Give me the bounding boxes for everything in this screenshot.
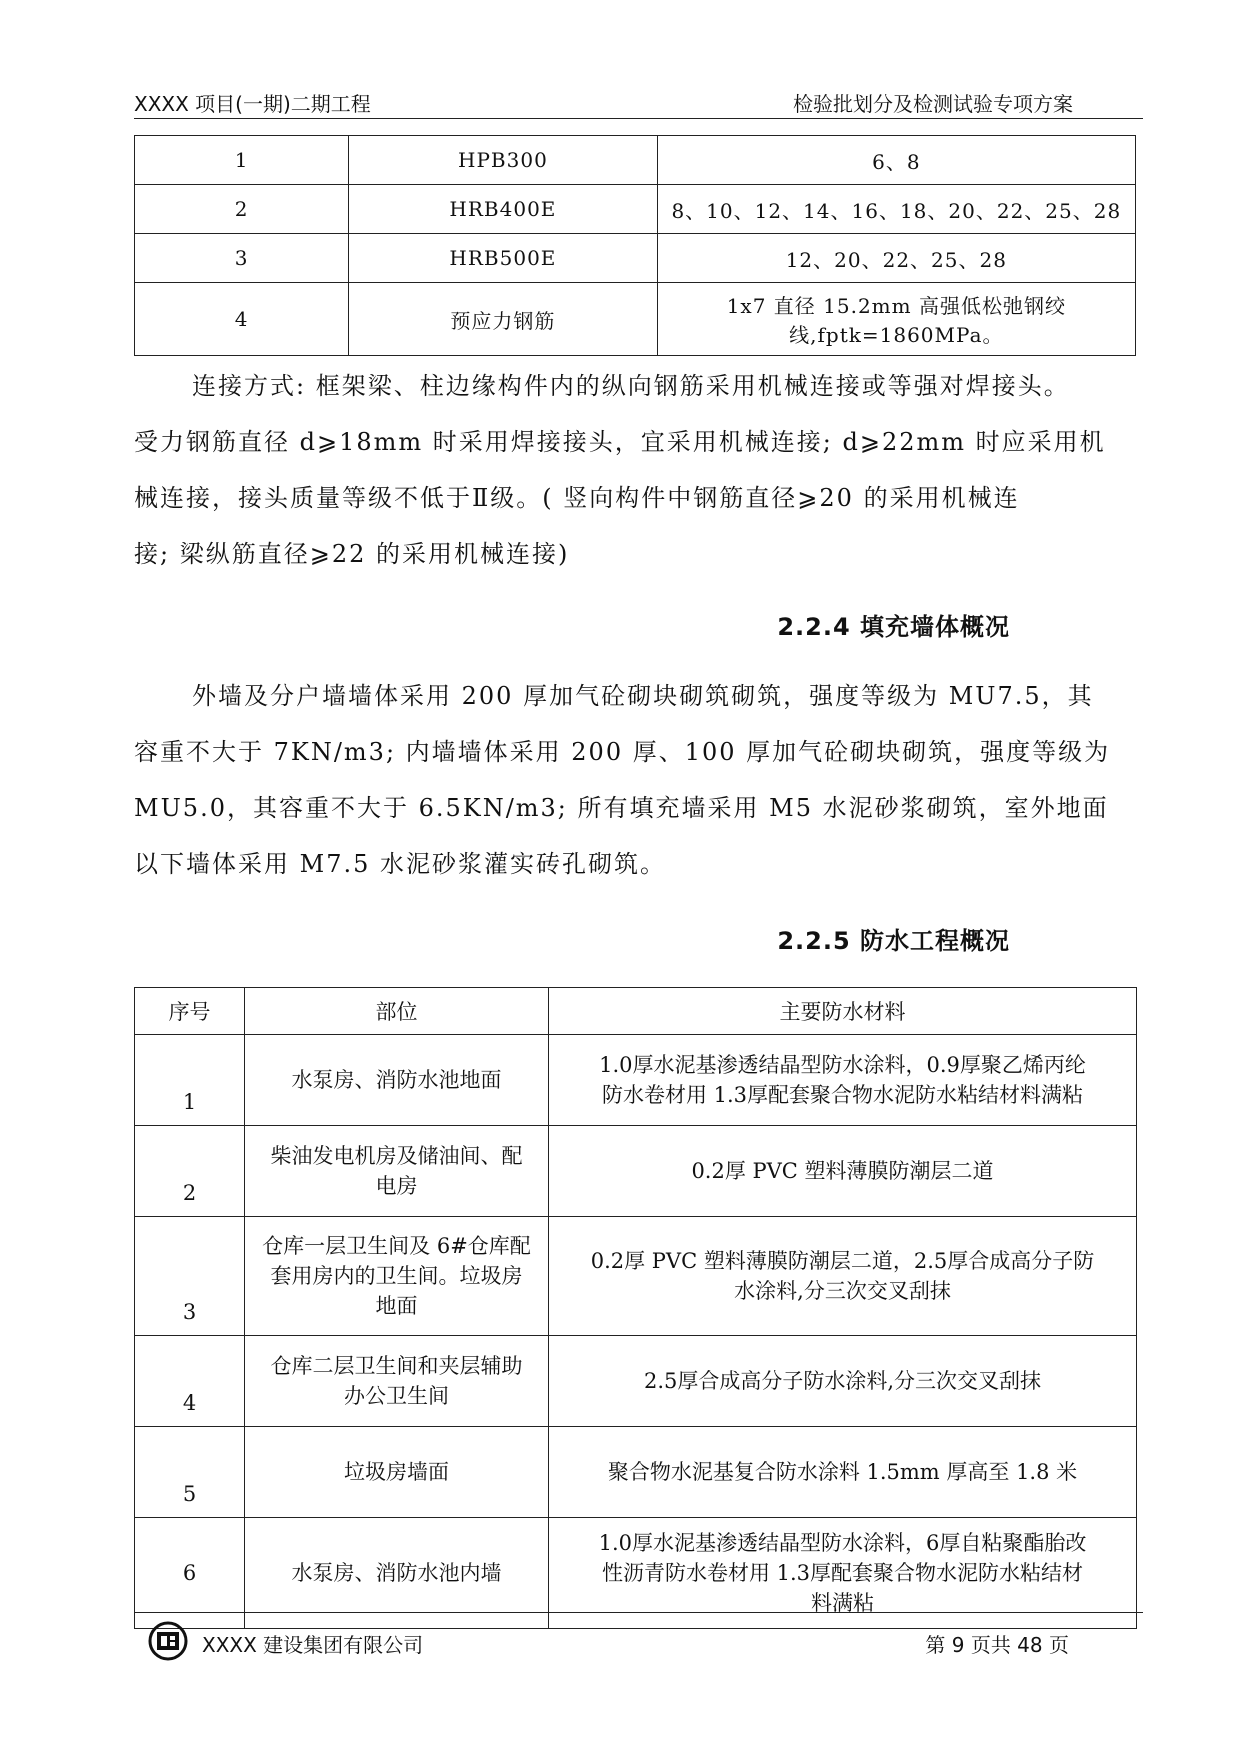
material-line: 水涂料,分三次交叉刮抹 — [734, 1279, 951, 1303]
table-row — [135, 1336, 1137, 1427]
material-line: 1.0厚水泥基渗透结晶型防水涂料，0.9厚聚乙烯丙纶 — [599, 1053, 1086, 1077]
header-project-title: XXXX 项目(一期)二期工程 — [134, 92, 371, 116]
company-logo-icon — [148, 1621, 188, 1661]
table-row — [135, 1126, 1137, 1217]
row-material — [549, 1217, 1137, 1336]
material-line: 防水卷材用 1.3厚配套聚合物水泥防水粘结材料满粘 — [601, 1083, 1084, 1107]
paragraph-line: 以下墙体采用 M7.5 水泥砂浆灌实砖孔砌筑。 — [134, 850, 666, 878]
table-row — [135, 136, 1136, 185]
table-header-row — [135, 988, 1137, 1035]
row-no: 2 — [135, 1126, 245, 1217]
part-line: 仓库一层卫生间及 6#仓库配 — [262, 1234, 531, 1258]
header-doc-title: 检验批划分及检测试验专项方案 — [793, 92, 1073, 116]
part-line: 仓库二层卫生间和夹层辅助 — [270, 1354, 523, 1378]
table-row — [135, 185, 1136, 234]
material-line: 1.0厚水泥基渗透结晶型防水涂料，6厚自粘聚酯胎改 — [598, 1531, 1087, 1555]
infill-wall-paragraph — [134, 668, 1136, 892]
paragraph-line: 连接方式: 框架梁、柱边缘构件内的纵向钢筋采用机械连接或等强对焊接头。 — [192, 372, 1070, 400]
row-part: 水泵房、消防水池地面 — [245, 1035, 549, 1126]
row-no: 3 — [135, 1217, 245, 1336]
rebar-grade: HPB300 — [349, 136, 658, 185]
rebar-diameters: 6、8 — [657, 136, 1135, 185]
table-row — [135, 234, 1136, 283]
row-part: 垃圾房墙面 — [245, 1427, 549, 1518]
row-part — [245, 1126, 549, 1217]
column-header-material: 主要防水材料 — [549, 988, 1137, 1035]
table-row — [135, 1035, 1137, 1126]
paragraph-line: 接; 梁纵筋直径⩾22 的采用机械连接) — [134, 540, 570, 568]
material-line: 0.2厚 PVC 塑料薄膜防潮层二道，2.5厚合成高分子防 — [590, 1249, 1095, 1273]
page-footer — [134, 1612, 1143, 1673]
paragraph-line: MU5.0，其容重不大于 6.5KN/m3; 所有填充墙采用 M5 水泥砂浆砌筑，室外地面 — [134, 794, 1109, 822]
footer-page-number: 第 9 页共 48 页 — [925, 1633, 1069, 1657]
row-material: 聚合物水泥基复合防水涂料 1.5mm 厚高至 1.8 米 — [549, 1427, 1137, 1518]
column-header-part: 部位 — [245, 988, 549, 1035]
paragraph-line: 受力钢筋直径 d⩾18mm 时采用焊接接头，宜采用机械连接; d⩾22mm 时应采用机 — [134, 428, 1106, 456]
rebar-no: 3 — [135, 234, 349, 283]
part-line: 套用房内的卫生间。垃圾房 — [270, 1264, 523, 1288]
row-part: 水泵房、消防水池内墙 — [245, 1518, 549, 1629]
rebar-no: 1 — [135, 136, 349, 185]
paragraph-line: 外墙及分户墙墙体采用 200 厚加气砼砌块砌筑砌筑，强度等级为 MU7.5，其 — [192, 682, 1094, 710]
section-heading-2-2-5: 2.2.5 防水工程概况 — [777, 927, 1010, 955]
row-no: 6 — [135, 1518, 245, 1629]
table-row — [135, 1427, 1137, 1518]
section-heading-2-2-4: 2.2.4 填充墙体概况 — [777, 613, 1010, 641]
material-line: 料满粘 — [811, 1591, 874, 1615]
rebar-diameters — [657, 283, 1135, 356]
material-line: 性沥青防水卷材用 1.3厚配套聚合物水泥防水粘结材 — [601, 1561, 1084, 1585]
paragraph-line: 械连接，接头质量等级不低于Ⅱ级。( 竖向构件中钢筋直径⩾20 的采用机械连 — [134, 484, 1020, 512]
waterproofing-table — [134, 987, 1137, 1629]
row-no: 1 — [135, 1035, 245, 1126]
rebar-diameters-line: 1x7 直径 15.2mm 高强低松弛钢绞 — [726, 294, 1066, 318]
part-line: 柴油发电机房及储油间、配 — [270, 1144, 523, 1168]
row-material: 2.5厚合成高分子防水涂料,分三次交叉刮抹 — [549, 1336, 1137, 1427]
page-header — [134, 84, 1143, 119]
rebar-table — [134, 135, 1136, 356]
row-part — [245, 1336, 549, 1427]
row-material — [549, 1035, 1137, 1126]
rebar-grade: HRB500E — [349, 234, 658, 283]
rebar-grade: 预应力钢筋 — [349, 283, 658, 356]
rebar-no: 4 — [135, 283, 349, 356]
table-row — [135, 1217, 1137, 1336]
part-line: 地面 — [375, 1294, 418, 1318]
rebar-no: 2 — [135, 185, 349, 234]
column-header-no: 序号 — [135, 988, 245, 1035]
part-line: 电房 — [375, 1174, 418, 1198]
table-row — [135, 283, 1136, 356]
rebar-diameters: 8、10、12、14、16、18、20、22、25、28 — [657, 185, 1135, 234]
rebar-diameters: 12、20、22、25、28 — [657, 234, 1135, 283]
part-line: 办公卫生间 — [344, 1384, 449, 1408]
row-part — [245, 1217, 549, 1336]
paragraph-line: 容重不大于 7KN/m3; 内墙墙体采用 200 厚、100 厚加气砼砌块砌筑，强度等级为 — [134, 738, 1111, 766]
row-no: 4 — [135, 1336, 245, 1427]
rebar-grade: HRB400E — [349, 185, 658, 234]
row-material: 0.2厚 PVC 塑料薄膜防潮层二道 — [549, 1126, 1137, 1217]
footer-company-name: XXXX 建设集团有限公司 — [202, 1633, 424, 1657]
connection-paragraph — [134, 358, 1136, 582]
rebar-diameters-line: 线,fptk=1860MPa。 — [789, 323, 1004, 347]
row-no: 5 — [135, 1427, 245, 1518]
